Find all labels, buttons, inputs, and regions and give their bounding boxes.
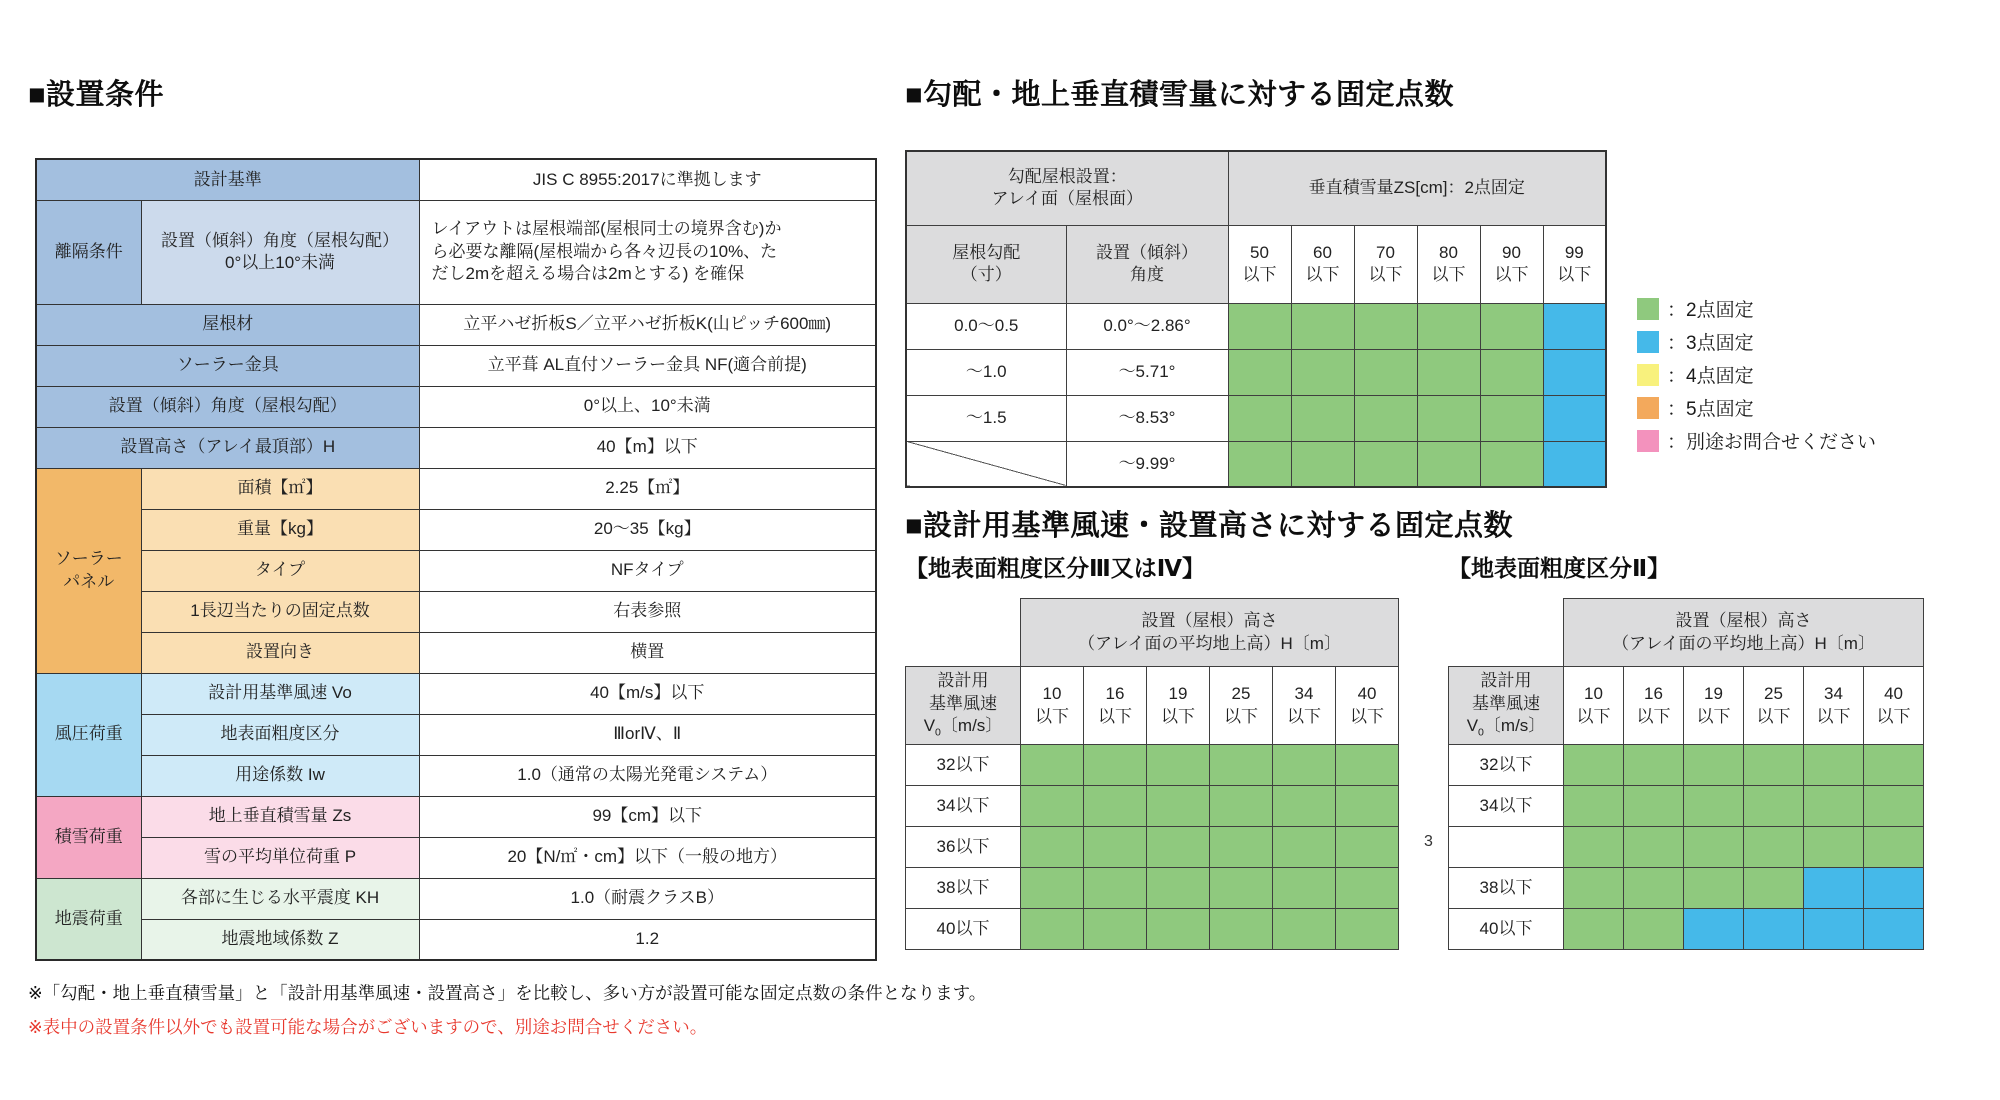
value-cell: ⅢorⅣ、Ⅱ — [419, 714, 876, 755]
fixation-cell — [1147, 786, 1210, 827]
col-header-cell: 19 以下 — [1684, 667, 1744, 745]
fixation-cell — [1864, 745, 1924, 786]
fixation-cell — [1417, 395, 1480, 441]
fixation-cell — [1354, 395, 1417, 441]
angle-cell: 〜9.99° — [1066, 441, 1228, 487]
fixation-cell — [1228, 441, 1291, 487]
angle-cell: 〜5.71° — [1066, 349, 1228, 395]
install-row — [36, 386, 876, 427]
value-cell: 0°以上、10°未満 — [419, 386, 876, 427]
fixation-cell — [1210, 745, 1273, 786]
label-cell: 1長辺当たりの固定点数 — [141, 591, 419, 632]
fixation-cell — [1684, 745, 1744, 786]
row-label-cell: 32以下 — [906, 745, 1021, 786]
label-cell: 設計基準 — [36, 159, 419, 200]
group-label-cell: 風圧荷重 — [36, 673, 141, 796]
fixation-cell — [1210, 909, 1273, 950]
col-header-cell: 19 以下 — [1147, 667, 1210, 745]
col-header-cell: 34 以下 — [1273, 667, 1336, 745]
label-cell: 設置高さ（アレイ最頂部）H — [36, 427, 419, 468]
fixation-cell — [1336, 745, 1399, 786]
pitch-cell: 〜1.5 — [906, 395, 1066, 441]
table-row — [906, 441, 1606, 487]
table-row — [906, 786, 1399, 827]
install-row — [36, 159, 876, 200]
col-header-cell: 80 以下 — [1417, 225, 1480, 303]
table-row — [906, 395, 1606, 441]
row-label-cell: 32以下 — [1449, 745, 1564, 786]
row-label-cell — [1449, 827, 1564, 868]
header-row — [1449, 599, 1924, 667]
col-header-cell: 40 以下 — [1336, 667, 1399, 745]
value-cell: 40【m】以下 — [419, 427, 876, 468]
label-cell: ソーラー金具 — [36, 345, 419, 386]
footnote-contact: ※表中の設置条件以外でも設置可能な場合がございますので、別途お問合せください。 — [28, 1017, 708, 1037]
value-cell: 20〜35【kg】 — [419, 509, 876, 550]
legend-item — [1637, 391, 1876, 424]
value-cell: 99【cm】以下 — [419, 796, 876, 837]
value-cell: 立平葺 AL直付ソーラー金具 NF(適合前提) — [419, 345, 876, 386]
fixation-cell — [1543, 303, 1606, 349]
col-header-cell: 16 以下 — [1624, 667, 1684, 745]
legend-swatch — [1637, 397, 1659, 419]
value-cell: NFタイプ — [419, 550, 876, 591]
legend-label: ：5点固定 — [1667, 399, 1754, 420]
label-cell: 重量【kg】 — [141, 509, 419, 550]
install-row — [36, 468, 876, 509]
value-cell: 立平ハゼ折板S／立平ハゼ折板K(山ピッチ600㎜) — [419, 304, 876, 345]
row-label-cell: 38以下 — [1449, 868, 1564, 909]
col-header-cell: 16 以下 — [1084, 667, 1147, 745]
fixation-cell — [1480, 303, 1543, 349]
fixation-cell — [1624, 868, 1684, 909]
fixation-cell — [1564, 786, 1624, 827]
label-cell: 屋根材 — [36, 304, 419, 345]
group-label-cell: 地震荷重 — [36, 878, 141, 960]
col-header-cell: 設置（傾斜） 角度 — [1066, 225, 1228, 303]
col-header-cell: 34 以下 — [1804, 667, 1864, 745]
fixation-cell — [1564, 868, 1624, 909]
snow-fixation-table — [905, 150, 1607, 488]
fixation-cell — [1564, 909, 1624, 950]
fixation-cell — [1336, 786, 1399, 827]
install-row — [36, 714, 876, 755]
install-row — [36, 673, 876, 714]
row-label-cell: 34以下 — [1449, 786, 1564, 827]
fixation-cell — [1021, 827, 1084, 868]
value-cell: 20【N/㎡・cm】以下（一般の地方） — [419, 837, 876, 878]
label-cell: 各部に生じる水平震度 KH — [141, 878, 419, 919]
fixation-cell — [1084, 909, 1147, 950]
header-cell: 勾配屋根設置： アレイ面（屋根面） — [906, 151, 1228, 225]
legend-swatch — [1637, 331, 1659, 353]
fixation-cell — [1147, 868, 1210, 909]
fixation-cell — [1210, 786, 1273, 827]
row-label-cell: 34以下 — [906, 786, 1021, 827]
install-row — [36, 632, 876, 673]
col-header-cell: 25 以下 — [1744, 667, 1804, 745]
fixation-cell — [1336, 827, 1399, 868]
stray-print-artifact: 3 — [1424, 833, 1433, 850]
fixation-cell — [1543, 349, 1606, 395]
caption-roughness-3-4: 【地表面粗度区分Ⅲ又はⅣ】 — [905, 555, 1206, 581]
fixation-cell — [1084, 745, 1147, 786]
fixation-cell — [1021, 868, 1084, 909]
row-label-cell: 38以下 — [906, 868, 1021, 909]
fixation-cell — [1210, 868, 1273, 909]
legend-swatch — [1637, 298, 1659, 320]
fixation-cell — [1084, 827, 1147, 868]
empty-corner — [1449, 599, 1564, 667]
fixation-cell — [1147, 909, 1210, 950]
install-row — [36, 878, 876, 919]
group-label-cell: 離隔条件 — [36, 200, 141, 304]
install-row — [36, 919, 876, 960]
row-label-cell: 40以下 — [906, 909, 1021, 950]
empty-corner — [906, 599, 1021, 667]
table-row — [906, 909, 1399, 950]
table-row — [906, 303, 1606, 349]
install-row — [36, 345, 876, 386]
header-cell: 設置（屋根）高さ （アレイ面の平均地上高）H〔m〕 — [1021, 599, 1399, 667]
fixation-cell — [1804, 745, 1864, 786]
col-header-cell: 99 以下 — [1543, 225, 1606, 303]
fixation-cell — [1543, 395, 1606, 441]
fixation-cell — [1804, 827, 1864, 868]
fixation-cell — [1744, 827, 1804, 868]
fixation-cell — [1804, 868, 1864, 909]
pitch-cell: 0.0〜0.5 — [906, 303, 1066, 349]
install-row — [36, 509, 876, 550]
label-cell: 設置（傾斜）角度（屋根勾配） 0°以上10°未満 — [141, 200, 419, 304]
col-header-cell: 90 以下 — [1480, 225, 1543, 303]
value-cell: 1.0（通常の太陽光発電システム） — [419, 755, 876, 796]
pitch-cell — [906, 441, 1066, 487]
fixation-cell — [1744, 786, 1804, 827]
install-row — [36, 796, 876, 837]
row-label-cell: 36以下 — [906, 827, 1021, 868]
fixation-cell — [1804, 909, 1864, 950]
value-cell: レイアウトは屋根端部(屋根同士の境界含む)か ら必要な離隔(屋根端から各々辺長の10%、た だし2mを超える場合は2mとする) を確保 — [419, 200, 876, 304]
col-header-cell: 70 以下 — [1354, 225, 1417, 303]
value-cell: 2.25【㎡】 — [419, 468, 876, 509]
label-cell: 用途係数 Iw — [141, 755, 419, 796]
header-cell: 垂直積雪量ZS[cm]：2点固定 — [1228, 151, 1606, 225]
col-header-cell: 50 以下 — [1228, 225, 1291, 303]
table-row — [1449, 868, 1924, 909]
fixation-cell — [1336, 868, 1399, 909]
fixation-cell — [1021, 786, 1084, 827]
fixation-cell — [1684, 909, 1744, 950]
value-cell: 右表参照 — [419, 591, 876, 632]
label-cell: 地震地域係数 Z — [141, 919, 419, 960]
install-row — [36, 200, 876, 304]
fixation-cell — [1480, 441, 1543, 487]
legend-label: ：3点固定 — [1667, 333, 1754, 354]
legend-item — [1637, 424, 1876, 457]
col-header-cell: 40 以下 — [1864, 667, 1924, 745]
legend-label: ：2点固定 — [1667, 300, 1754, 321]
fixation-cell — [1291, 441, 1354, 487]
fixation-cell — [1744, 868, 1804, 909]
fixation-cell — [1417, 303, 1480, 349]
value-cell: JIS C 8955:2017に準拠します — [419, 159, 876, 200]
legend-item — [1637, 292, 1876, 325]
table-row — [1449, 827, 1924, 868]
fixation-cell — [1147, 827, 1210, 868]
header-cell: 設置（屋根）高さ （アレイ面の平均地上高）H〔m〕 — [1564, 599, 1924, 667]
caption-roughness-2: 【地表面粗度区分Ⅱ】 — [1448, 555, 1671, 581]
col-header-cell: 25 以下 — [1210, 667, 1273, 745]
fixation-cell — [1684, 786, 1744, 827]
fixation-cell — [1291, 303, 1354, 349]
corner-cell: 設計用 基準風速 $V_0$〔m/s〕 — [1449, 667, 1564, 745]
label-cell: 設置向き — [141, 632, 419, 673]
install-row — [36, 550, 876, 591]
fixation-cell — [1864, 827, 1924, 868]
install-row — [36, 837, 876, 878]
fixation-cell — [1417, 349, 1480, 395]
angle-cell: 0.0°〜2.86° — [1066, 303, 1228, 349]
label-cell: 地上垂直積雪量 Zs — [141, 796, 419, 837]
fixation-cell — [1864, 909, 1924, 950]
legend-item — [1637, 358, 1876, 391]
fixation-cell — [1354, 441, 1417, 487]
col-header-cell: 10 以下 — [1021, 667, 1084, 745]
col-header-cell: 60 以下 — [1291, 225, 1354, 303]
fixation-cell — [1744, 745, 1804, 786]
fixation-cell — [1684, 827, 1744, 868]
legend-label: ：4点固定 — [1667, 366, 1754, 387]
col-header-cell: 屋根勾配 （寸） — [906, 225, 1066, 303]
legend-swatch — [1637, 430, 1659, 452]
value-cell: 1.2 — [419, 919, 876, 960]
label-cell: 設計用基準風速 Vo — [141, 673, 419, 714]
fixation-cell — [1084, 786, 1147, 827]
fixation-cell — [1864, 868, 1924, 909]
fixation-cell — [1273, 868, 1336, 909]
section-title-snow-fixation: ■勾配・地上垂直積雪量に対する固定点数 — [905, 79, 1455, 111]
subheader-row — [906, 225, 1606, 303]
fixation-cell — [1480, 395, 1543, 441]
fixation-cell — [1624, 745, 1684, 786]
fixation-cell — [1210, 827, 1273, 868]
table-row — [906, 827, 1399, 868]
section-title-install-conditions: ■設置条件 — [28, 79, 165, 111]
fixation-cell — [1624, 909, 1684, 950]
fixation-cell — [1084, 868, 1147, 909]
row-label-cell: 40以下 — [1449, 909, 1564, 950]
fixation-cell — [1864, 786, 1924, 827]
header-row — [906, 151, 1606, 225]
corner-cell: 設計用 基準風速 $V_0$〔m/s〕 — [906, 667, 1021, 745]
install-row — [36, 304, 876, 345]
pitch-cell: 〜1.0 — [906, 349, 1066, 395]
fixation-legend — [1637, 292, 1876, 457]
fixation-cell — [1684, 868, 1744, 909]
subheader-row — [906, 667, 1399, 745]
header-row — [906, 599, 1399, 667]
footnote-comparison: ※「勾配・地上垂直積雪量」と「設計用基準風速・設置高さ」を比較し、多い方が設置可能な固定点数の条件となります。 — [28, 983, 987, 1003]
install-row — [36, 427, 876, 468]
fixation-cell — [1291, 395, 1354, 441]
fixation-cell — [1354, 303, 1417, 349]
wind-fixation-table-roughness-3-4 — [905, 598, 1399, 950]
table-row — [906, 868, 1399, 909]
table-row — [1449, 745, 1924, 786]
table-row — [906, 745, 1399, 786]
col-header-cell: 10 以下 — [1564, 667, 1624, 745]
group-label-cell: 積雪荷重 — [36, 796, 141, 878]
fixation-cell — [1804, 786, 1864, 827]
fixation-cell — [1543, 441, 1606, 487]
fixation-cell — [1228, 303, 1291, 349]
install-row — [36, 755, 876, 796]
label-cell: 雪の平均単位荷重 P — [141, 837, 419, 878]
install-row — [36, 591, 876, 632]
table-row — [1449, 786, 1924, 827]
section-title-wind-fixation: ■設計用基準風速・設置高さに対する固定点数 — [905, 510, 1514, 542]
fixation-cell — [1417, 441, 1480, 487]
fixation-cell — [1147, 745, 1210, 786]
fixation-cell — [1564, 827, 1624, 868]
label-cell: 地表面粗度区分 — [141, 714, 419, 755]
fixation-cell — [1624, 786, 1684, 827]
fixation-cell — [1021, 909, 1084, 950]
table-row — [906, 349, 1606, 395]
value-cell: 40【m/s】以下 — [419, 673, 876, 714]
fixation-cell — [1744, 909, 1804, 950]
fixation-cell — [1480, 349, 1543, 395]
table-row — [1449, 909, 1924, 950]
fixation-cell — [1021, 745, 1084, 786]
subheader-row — [1449, 667, 1924, 745]
label-cell: タイプ — [141, 550, 419, 591]
fixation-cell — [1624, 827, 1684, 868]
legend-swatch — [1637, 364, 1659, 386]
label-cell: 設置（傾斜）角度（屋根勾配） — [36, 386, 419, 427]
value-cell: 横置 — [419, 632, 876, 673]
fixation-cell — [1291, 349, 1354, 395]
install-conditions-table — [35, 158, 877, 961]
fixation-cell — [1564, 745, 1624, 786]
label-cell: 面積【㎡】 — [141, 468, 419, 509]
fixation-cell — [1273, 786, 1336, 827]
legend-label: ：別途お問合せください — [1667, 432, 1877, 453]
legend-item — [1637, 325, 1876, 358]
fixation-cell — [1228, 395, 1291, 441]
value-cell: 1.0（耐震クラスB） — [419, 878, 876, 919]
fixation-cell — [1228, 349, 1291, 395]
fixation-cell — [1273, 745, 1336, 786]
fixation-cell — [1273, 827, 1336, 868]
wind-fixation-table-roughness-2 — [1448, 598, 1924, 950]
fixation-cell — [1273, 909, 1336, 950]
angle-cell: 〜8.53° — [1066, 395, 1228, 441]
group-label-cell: ソーラー パネル — [36, 468, 141, 673]
fixation-cell — [1354, 349, 1417, 395]
fixation-cell — [1336, 909, 1399, 950]
